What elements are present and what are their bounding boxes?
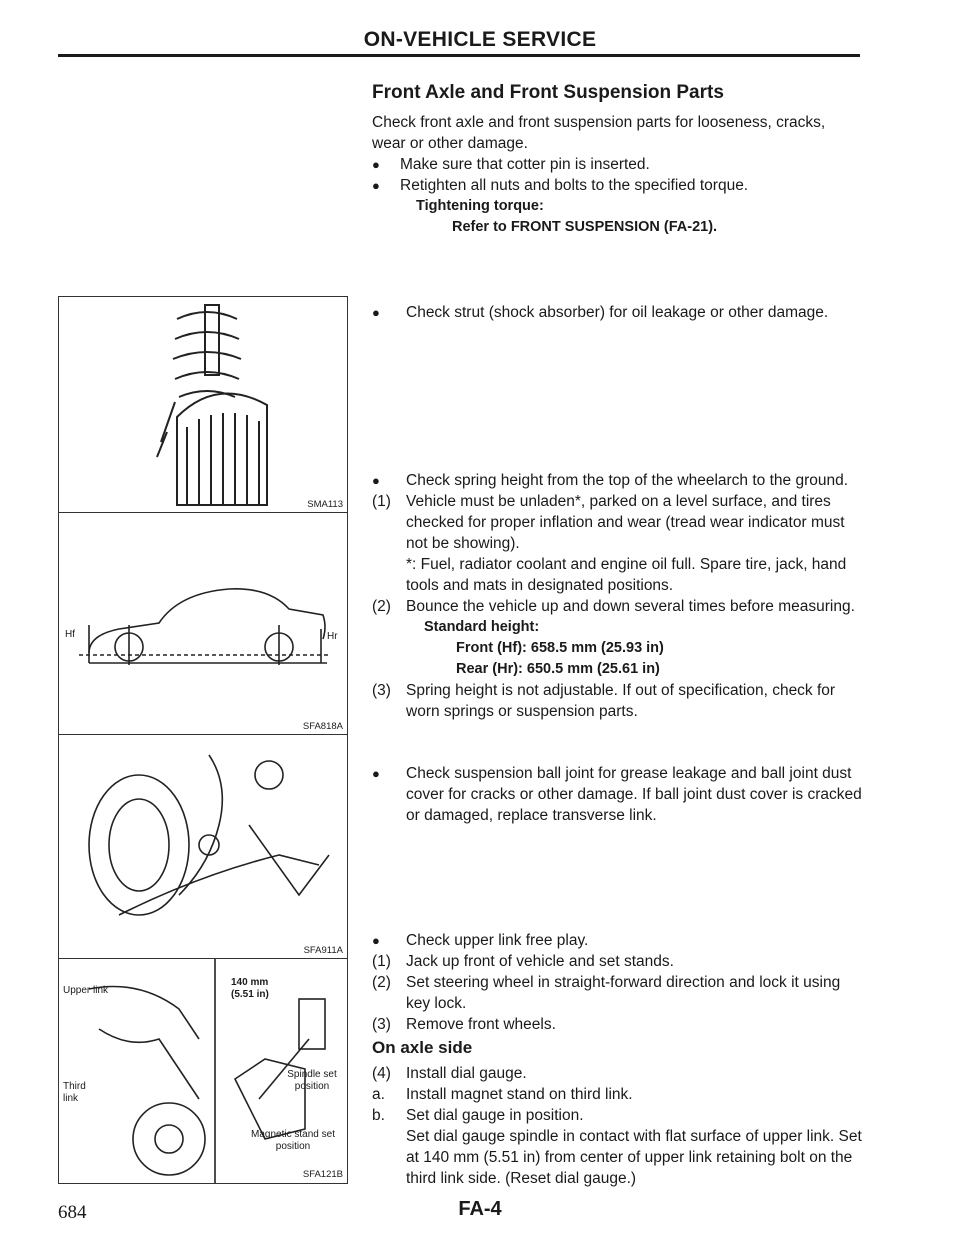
section-code: FA-4 bbox=[458, 1198, 502, 1220]
list-item: ● Check spring height from the top of the wheelarch to the ground. bbox=[372, 472, 849, 489]
list-item: ● Retighten all nuts and bolts to the specified torque. bbox=[372, 177, 749, 194]
dial-gauge-detail: Set dial gauge spindle in contact with flat surface of upper link. Set at 140 mm (5.51 in) from center of upper link retaining bolt on the third link side. (Reset dial gauge.) bbox=[406, 1128, 862, 1187]
torque-ref: Refer to FRONT SUSPENSION (FA-21). bbox=[452, 219, 718, 235]
rear-height: Rear (Hr): 650.5 mm (25.61 in) bbox=[456, 661, 660, 677]
spindle-label: Spindle set position bbox=[287, 1069, 337, 1092]
list-item: ● Make sure that cotter pin is inserted. bbox=[372, 156, 650, 173]
section-front-axle bbox=[372, 82, 862, 238]
page-header-title: ON-VEHICLE SERVICE bbox=[363, 28, 597, 51]
list-item: (1) Jack up front of vehicle and set stands. bbox=[372, 953, 674, 970]
ball-joint-illustration bbox=[59, 735, 347, 959]
dimension-label: 140 mm (5.51 in) bbox=[231, 977, 269, 1000]
bullet-icon: ● bbox=[372, 766, 380, 781]
bullet-icon: ● bbox=[372, 178, 380, 193]
figure-code: SFA818A bbox=[302, 721, 343, 732]
bullet-icon: ● bbox=[372, 473, 380, 488]
list-item: (4) Install dial gauge. bbox=[372, 1065, 527, 1082]
std-height-label: Standard height: bbox=[424, 619, 540, 635]
strut-illustration bbox=[59, 297, 347, 513]
bullet-icon: ● bbox=[372, 157, 380, 172]
figure-car-height bbox=[58, 512, 348, 736]
list-item: (2) Set steering wheel in straight-forward direction and lock it using key lock. bbox=[372, 974, 841, 1012]
note-text: *: Fuel, radiator coolant and engine oil full. Spare tire, jack, hand tools and mats in designated positions. bbox=[406, 556, 847, 594]
intro-text: Check front axle and front suspension parts for looseness, cracks, wear or other damage. bbox=[372, 114, 826, 152]
list-item: (1) Vehicle must be unladen*, parked on a level surface, and tires checked for proper inflation and wear (tread wear indicator must not be showing). bbox=[372, 493, 845, 552]
section-spring-height bbox=[372, 470, 862, 722]
figure-dial-gauge bbox=[58, 958, 348, 1184]
upper-link-label: Upper link bbox=[63, 985, 109, 996]
page-number: 684 bbox=[58, 1202, 87, 1223]
section-upper-link bbox=[372, 930, 862, 1189]
header-rule bbox=[58, 54, 860, 57]
subheading-axle-side: On axle side bbox=[372, 1038, 473, 1057]
front-height: Front (Hf): 658.5 mm (25.93 in) bbox=[456, 640, 664, 656]
third-link-label: Third link bbox=[63, 1081, 86, 1104]
section-heading: Front Axle and Front Suspension Parts bbox=[372, 82, 724, 103]
strut-check-item: ● Check strut (shock absorber) for oil leakage or other damage. bbox=[372, 304, 829, 321]
hr-label: Hr bbox=[327, 631, 338, 642]
figure-code: SFA911A bbox=[303, 945, 343, 956]
figure-code: SFA121B bbox=[302, 1169, 343, 1180]
bullet-icon: ● bbox=[372, 305, 380, 320]
hf-label: Hf bbox=[65, 629, 75, 640]
list-item: ● Check upper link free play. bbox=[372, 932, 589, 949]
list-item: (3) Spring height is not adjustable. If out of specification, check for worn springs or suspension parts. bbox=[372, 682, 836, 720]
car-side-illustration bbox=[59, 513, 347, 735]
list-item: b. Set dial gauge in position. bbox=[372, 1107, 584, 1124]
ball-joint-check-item: ● Check suspension ball joint for grease leakage and ball joint dust cover for cracks or other damage. If ball joint dust cover is cracked or damaged, replace transverse link. bbox=[372, 765, 862, 824]
list-item: (3) Remove front wheels. bbox=[372, 1016, 556, 1033]
torque-label: Tightening torque: bbox=[416, 198, 544, 214]
figure-strut bbox=[58, 296, 348, 514]
list-item: (2) Bounce the vehicle up and down several times before measuring. bbox=[372, 598, 855, 615]
bullet-icon: ● bbox=[372, 933, 380, 948]
figure-ball-joint bbox=[58, 734, 348, 960]
list-item: a. Install magnet stand on third link. bbox=[372, 1086, 633, 1103]
figure-code: SMA113 bbox=[307, 499, 343, 510]
magnetic-stand-label: Magnetic stand set position bbox=[251, 1129, 335, 1152]
